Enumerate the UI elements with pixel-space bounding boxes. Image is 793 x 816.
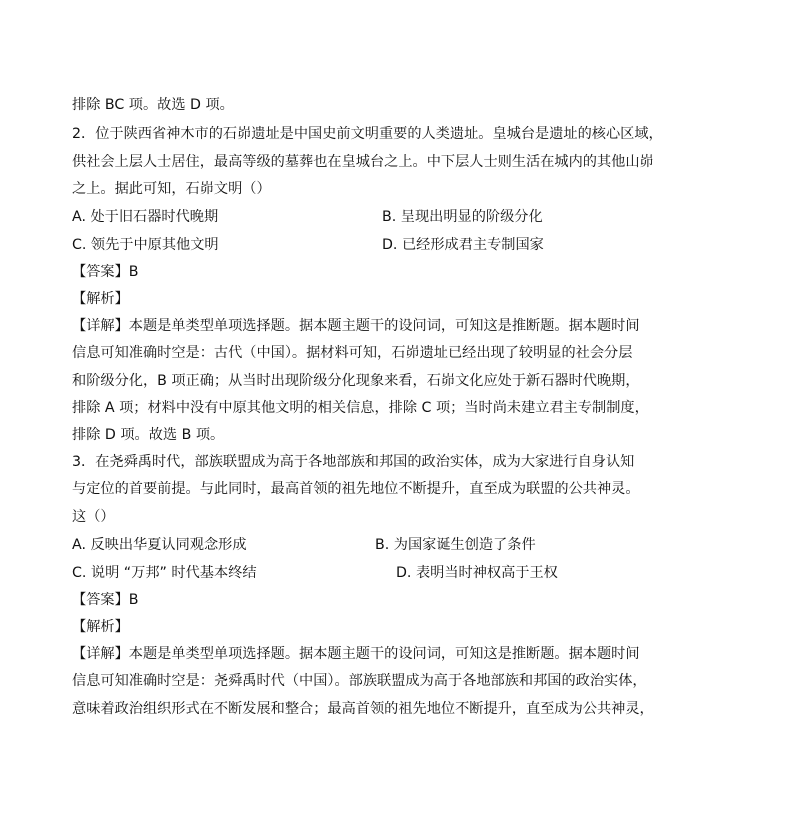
q3-stem-line-3: 这（）: [72, 509, 115, 525]
q2-detail-line-2: 信息可知准确时空是：古代（中国）。据材料可知，石峁遗址已经出现了较明显的社会分层: [72, 345, 633, 361]
q2-detail-line-1: 【详解】本题是单类型单项选择题。据本题主题干的设问词，可知这是推断题。据本题时间: [72, 318, 640, 334]
q3-option-b: B. 为国家诞生创造了条件: [375, 537, 536, 553]
q2-option-a: A. 处于旧石器时代晚期: [72, 209, 219, 225]
q3-option-a: A. 反映出华夏认同观念形成: [72, 537, 247, 553]
q2-option-b: B. 呈现出明显的阶级分化: [382, 209, 543, 225]
q3-detail-line-3: 意味着政治组织形式在不断发展和整合；最高首领的祖先地位不断提升，直至成为公共神灵，: [72, 701, 654, 717]
q2-option-c: C. 领先于中原其他文明: [72, 237, 219, 253]
q3-analysis-label: 【解析】: [72, 619, 129, 635]
q2-stem-line-1: 2．位于陕西省神木市的石峁遗址是中国史前文明重要的人类遗址。皇城台是遗址的核心区域，: [72, 126, 663, 142]
q3-answer: 【答案】B: [72, 592, 139, 608]
prev-answer-tail: 排除 BC 项。故选 D 项。: [72, 97, 234, 113]
q2-stem-line-2: 供社会上层人士居住，最高等级的墓葬也在皇城台之上。中下层人士则生活在城内的其他山峁: [72, 154, 654, 170]
q3-detail-line-2: 信息可知准确时空是：尧舜禹时代（中国）。部族联盟成为高于各地部族和邦国的政治实体，: [72, 673, 647, 689]
q3-option-d: D. 表明当时神权高于王权: [396, 565, 558, 581]
q3-stem-line-1: 3．在尧舜禹时代，部族联盟成为高于各地部族和邦国的政治实体，成为大家进行自身认知: [72, 454, 635, 470]
q2-answer: 【答案】B: [72, 264, 139, 280]
q3-option-c: C. 说明 “万邦” 时代基本终结: [72, 565, 257, 581]
q2-detail-line-3: 和阶级分化，B 项正确；从当时出现阶级分化现象来看，石峁文化应处于新石器时代晚期，: [72, 373, 640, 389]
q2-option-d: D. 已经形成君主专制国家: [382, 237, 544, 253]
q2-analysis-label: 【解析】: [72, 291, 129, 307]
q3-stem-line-2: 与定位的首要前提。与此同时，最高首领的祖先地位不断提升，直至成为联盟的公共神灵。: [72, 481, 640, 497]
q2-detail-line-5: 排除 D 项。故选 B 项。: [72, 427, 225, 443]
q3-detail-line-1: 【详解】本题是单类型单项选择题。据本题主题干的设问词，可知这是推断题。据本题时间: [72, 646, 640, 662]
q2-detail-line-4: 排除 A 项；材料中没有中原其他文明的相关信息，排除 C 项；当时尚未建立君主专制制度，: [72, 400, 649, 416]
q2-stem-line-3: 之上。据此可知，石峁文明（）: [72, 181, 271, 197]
